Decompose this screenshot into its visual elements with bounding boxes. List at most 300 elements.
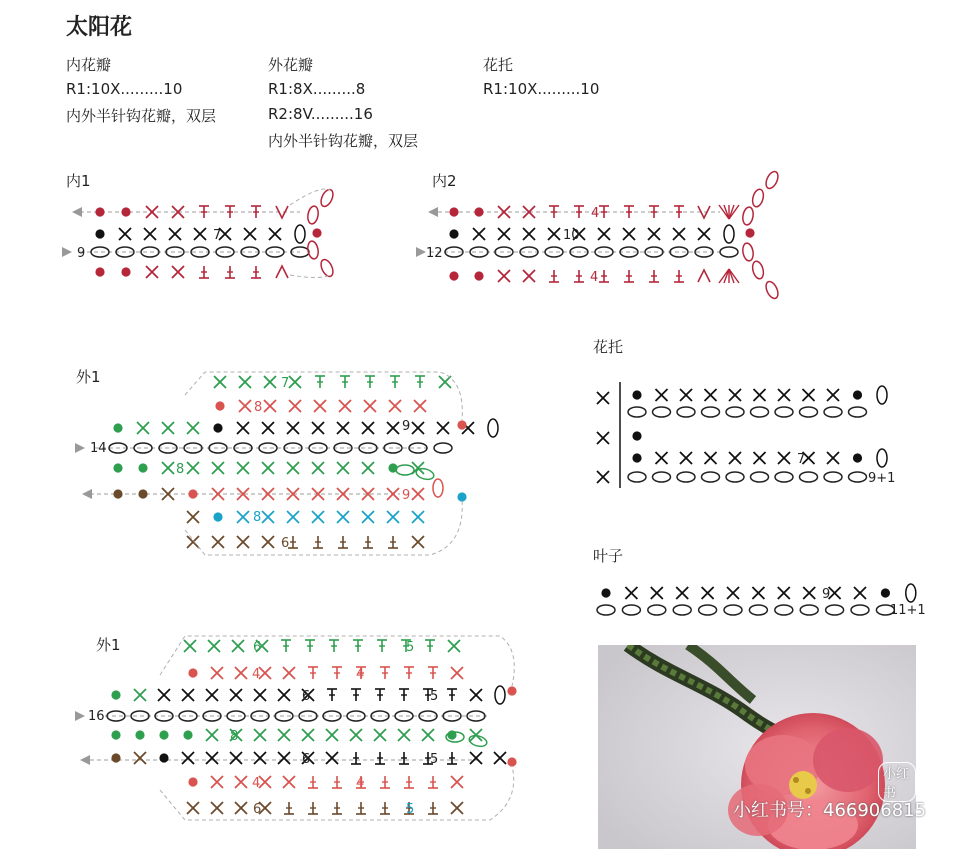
stitch-count-label: 4 [252, 776, 261, 791]
chain-stitch-symbol [702, 407, 720, 417]
single-crochet-symbol [187, 802, 199, 814]
outer-petal-r1: R1:8X.........8 [268, 80, 366, 98]
half-double-crochet-symbol [380, 776, 390, 788]
single-crochet-symbol [727, 587, 739, 599]
single-crochet-symbol [134, 752, 146, 764]
stitch-count-label: 4 [590, 270, 599, 285]
stitch-count-label: 14 [90, 441, 107, 456]
slip-stitch-dot [95, 267, 104, 276]
slip-stitch-dot [183, 730, 192, 739]
single-crochet-symbol [598, 228, 610, 240]
inner-petal-note: 内外半针钩花瓣，双层 [66, 107, 217, 125]
half-double-crochet-symbol [649, 270, 659, 282]
single-crochet-symbol [702, 587, 714, 599]
single-crochet-symbol [283, 667, 295, 679]
half-double-crochet-symbol [353, 640, 363, 652]
inner-petal-heading: 内花瓣 [66, 56, 112, 74]
single-crochet-symbol [673, 228, 685, 240]
slip-stitch-dot [121, 207, 130, 216]
half-double-crochet-symbol [399, 752, 409, 764]
chain-stitch-symbol [877, 449, 887, 467]
chain-loop-symbol [742, 242, 755, 261]
stitch-count-label: 8 [253, 510, 262, 525]
slip-stitch-dot [121, 267, 130, 276]
slip-stitch-dot [213, 423, 222, 432]
chain-stitch-symbol [877, 386, 887, 404]
slip-stitch-dot [111, 690, 120, 699]
direction-arrow-icon [62, 247, 72, 257]
half-double-crochet-symbol [388, 536, 398, 548]
stitch-count-label: 8 [230, 729, 239, 744]
watermark: 小红书号：466906815 [733, 800, 927, 821]
half-double-crochet-symbol [375, 689, 385, 701]
chain-loop-symbol [415, 467, 435, 481]
single-crochet-symbol [283, 776, 295, 788]
half-double-crochet-symbol [377, 640, 387, 652]
chain-stitch-symbol [824, 407, 842, 417]
chain-loop-symbol [307, 205, 320, 224]
chain-stitch-symbol [347, 711, 365, 721]
chain-stitch-symbol [724, 605, 742, 615]
half-double-crochet-symbol [308, 776, 318, 788]
half-double-crochet-symbol [225, 266, 235, 278]
single-crochet-symbol [146, 206, 158, 218]
chain-stitch-symbol [824, 472, 842, 482]
single-crochet-symbol [656, 389, 668, 401]
half-double-crochet-symbol [281, 640, 291, 652]
calyx-heading: 花托 [483, 56, 514, 74]
slip-stitch-dot [449, 229, 458, 238]
slip-stitch-dot [213, 512, 222, 521]
half-double-crochet-symbol [599, 270, 609, 282]
single-crochet-symbol [473, 228, 485, 240]
single-crochet-symbol [262, 422, 274, 434]
slip-stitch-dot [312, 228, 321, 237]
stitch-count-label: 6 [302, 752, 311, 767]
single-crochet-symbol [212, 536, 224, 548]
slip-stitch-dot [457, 492, 466, 501]
single-crochet-symbol [523, 228, 535, 240]
stitch-count-label: 16 [88, 709, 105, 724]
single-crochet-symbol [211, 802, 223, 814]
single-crochet-symbol [337, 422, 349, 434]
chain-stitch-symbol [259, 443, 277, 453]
single-crochet-symbol [264, 400, 276, 412]
half-double-crochet-symbol [447, 689, 457, 701]
half-double-crochet-symbol [308, 667, 318, 679]
stitch-count-label: 12 [426, 246, 443, 261]
single-crochet-symbol [778, 389, 790, 401]
half-double-crochet-symbol [329, 640, 339, 652]
stitch-count-label: 5 [430, 689, 439, 704]
single-crochet-symbol [387, 422, 399, 434]
dashed-guide-line [290, 189, 330, 205]
chain-stitch-symbol [434, 443, 452, 453]
half-double-crochet-symbol [674, 206, 684, 218]
single-crochet-symbol [339, 400, 351, 412]
slip-stitch-dot [95, 207, 104, 216]
slip-stitch-dot [138, 489, 147, 498]
chain-loop-symbol [307, 240, 320, 259]
v-stitch-symbol [276, 266, 288, 278]
single-crochet-symbol [312, 422, 324, 434]
single-crochet-symbol [439, 376, 451, 388]
single-crochet-symbol [119, 228, 131, 240]
single-crochet-symbol [254, 729, 266, 741]
chain-stitch-symbol [775, 605, 793, 615]
chain-loop-symbol [751, 260, 765, 280]
single-crochet-symbol [239, 400, 251, 412]
chain-stitch-symbol [179, 711, 197, 721]
chain-stitch-symbol [749, 605, 767, 615]
single-crochet-symbol [729, 389, 741, 401]
single-crochet-symbol [184, 640, 196, 652]
stitch-count-label: 7 [797, 452, 806, 467]
single-crochet-symbol [187, 536, 199, 548]
single-crochet-symbol [597, 432, 609, 444]
slip-stitch-dot [449, 271, 458, 280]
single-crochet-symbol [451, 802, 463, 814]
half-double-crochet-symbol [199, 266, 209, 278]
single-crochet-symbol [548, 228, 560, 240]
single-crochet-symbol [312, 511, 324, 523]
chain-stitch-symbol [134, 443, 152, 453]
single-crochet-symbol [498, 270, 510, 282]
single-crochet-symbol [287, 462, 299, 474]
single-crochet-symbol [326, 752, 338, 764]
half-double-crochet-symbol [365, 376, 375, 388]
chain-stitch-symbol [826, 605, 844, 615]
slip-stitch-dot [601, 588, 610, 597]
slip-stitch-dot [881, 588, 890, 597]
slip-stitch-dot [111, 730, 120, 739]
slip-stitch-dot [113, 423, 122, 432]
inner2-label: 内2 [432, 172, 457, 190]
single-crochet-symbol [523, 270, 535, 282]
half-double-crochet-symbol [425, 640, 435, 652]
fan-stitch-symbol [719, 269, 739, 283]
single-crochet-symbol [448, 640, 460, 652]
single-crochet-symbol [754, 452, 766, 464]
single-crochet-symbol [230, 689, 242, 701]
single-crochet-symbol [237, 462, 249, 474]
chain-loop-symbol [764, 280, 781, 301]
slip-stitch-dot [113, 489, 122, 498]
stitch-count-label: 8 [176, 462, 185, 477]
single-crochet-symbol [362, 422, 374, 434]
calyx-r1: R1:10X.........10 [483, 80, 600, 98]
half-double-crochet-symbol [674, 270, 684, 282]
single-crochet-symbol [437, 422, 449, 434]
outer-petal-r2: R2:8V.........16 [268, 105, 373, 123]
single-crochet-symbol [208, 640, 220, 652]
single-crochet-symbol [827, 389, 839, 401]
slip-stitch-dot [632, 431, 641, 440]
single-crochet-symbol [414, 400, 426, 412]
half-double-crochet-symbol [404, 667, 414, 679]
chain-stitch-symbol [751, 472, 769, 482]
single-crochet-symbol [278, 729, 290, 741]
chain-stitch-symbol [800, 407, 818, 417]
single-crochet-symbol [705, 389, 717, 401]
single-crochet-symbol [422, 729, 434, 741]
single-crochet-symbol [597, 392, 609, 404]
single-crochet-symbol [364, 400, 376, 412]
half-double-crochet-symbol [390, 376, 400, 388]
chain-stitch-symbol [395, 711, 413, 721]
half-double-crochet-symbol [332, 667, 342, 679]
single-crochet-symbol [680, 452, 692, 464]
single-crochet-symbol [235, 802, 247, 814]
single-crochet-symbol [206, 752, 218, 764]
chain-stitch-symbol [597, 605, 615, 615]
chain-stitch-symbol [677, 407, 695, 417]
slip-stitch-dot [138, 463, 147, 472]
single-crochet-symbol [262, 511, 274, 523]
single-crochet-symbol [778, 587, 790, 599]
half-double-crochet-symbol [404, 776, 414, 788]
single-crochet-symbol [269, 228, 281, 240]
slip-stitch-dot [188, 489, 197, 498]
single-crochet-symbol [187, 422, 199, 434]
chain-stitch-symbol [751, 407, 769, 417]
single-crochet-symbol [206, 729, 218, 741]
half-double-crochet-symbol [624, 206, 634, 218]
single-crochet-symbol [214, 376, 226, 388]
single-crochet-symbol [803, 389, 815, 401]
single-crochet-symbol [278, 752, 290, 764]
half-double-crochet-symbol [338, 536, 348, 548]
single-crochet-symbol [302, 729, 314, 741]
single-crochet-symbol [656, 452, 668, 464]
single-crochet-symbol [350, 729, 362, 741]
stitch-count-label: 9+1 [868, 471, 896, 486]
slip-stitch-dot [159, 730, 168, 739]
half-double-crochet-symbol [574, 270, 584, 282]
direction-arrow-icon [75, 443, 85, 453]
half-double-crochet-symbol [284, 802, 294, 814]
single-crochet-symbol [211, 667, 223, 679]
half-double-crochet-symbol [428, 776, 438, 788]
single-crochet-symbol [494, 752, 506, 764]
stitch-count-label: 11+1 [890, 603, 926, 618]
slip-stitch-dot [745, 228, 754, 237]
half-double-crochet-symbol [332, 776, 342, 788]
direction-arrow-icon [428, 207, 438, 217]
slip-stitch-dot [474, 207, 483, 216]
single-crochet-symbol [451, 667, 463, 679]
single-crochet-symbol [470, 689, 482, 701]
outer-petal-heading: 外花瓣 [268, 56, 314, 74]
stitch-count-label: 4 [252, 667, 261, 682]
stitch-count-label: 9 [822, 587, 831, 602]
single-crochet-symbol [337, 462, 349, 474]
chain-stitch-symbol [726, 407, 744, 417]
single-crochet-symbol [412, 511, 424, 523]
single-crochet-symbol [362, 511, 374, 523]
half-double-crochet-symbol [327, 689, 337, 701]
single-crochet-symbol [237, 511, 249, 523]
half-double-crochet-symbol [574, 206, 584, 218]
slip-stitch-dot [853, 453, 862, 462]
watermark-badge: 小红书 [878, 762, 916, 802]
half-double-crochet-symbol [428, 802, 438, 814]
single-crochet-symbol [754, 389, 766, 401]
stitch-count-label: 6 [253, 640, 262, 655]
chain-stitch-symbol [595, 247, 613, 257]
single-crochet-symbol [314, 400, 326, 412]
single-crochet-symbol [651, 587, 663, 599]
chain-stitch-symbol [702, 472, 720, 482]
chain-stitch-symbol [628, 472, 646, 482]
single-crochet-symbol [412, 536, 424, 548]
single-crochet-symbol [194, 228, 206, 240]
single-crochet-symbol [212, 488, 224, 500]
single-crochet-symbol [239, 376, 251, 388]
half-double-crochet-symbol [288, 536, 298, 548]
half-double-crochet-symbol [428, 667, 438, 679]
single-crochet-symbol [625, 587, 637, 599]
single-crochet-symbol [137, 422, 149, 434]
stitch-count-label: 6 [253, 802, 262, 817]
single-crochet-symbol [827, 452, 839, 464]
chain-stitch-symbol [495, 686, 505, 704]
chain-loop-symbol [742, 206, 755, 225]
half-double-crochet-symbol [308, 802, 318, 814]
chain-stitch-symbol [653, 472, 671, 482]
single-crochet-symbol [182, 752, 194, 764]
single-crochet-symbol [451, 776, 463, 788]
single-crochet-symbol [206, 689, 218, 701]
single-crochet-symbol [212, 462, 224, 474]
slip-stitch-dot [449, 207, 458, 216]
half-double-crochet-symbol [351, 689, 361, 701]
single-crochet-symbol [235, 667, 247, 679]
half-double-crochet-symbol [305, 640, 315, 652]
stitch-count-label: 9 [402, 419, 411, 434]
slip-stitch-dot [632, 453, 641, 462]
single-crochet-symbol [169, 228, 181, 240]
single-crochet-symbol [680, 389, 692, 401]
single-crochet-symbol [172, 266, 184, 278]
half-double-crochet-symbol [251, 206, 261, 218]
half-double-crochet-symbol [447, 752, 457, 764]
chain-stitch-symbol [648, 605, 666, 615]
slip-stitch-dot [457, 420, 466, 429]
stitch-count-label: 5 [406, 802, 415, 817]
single-crochet-symbol [362, 462, 374, 474]
single-crochet-symbol [278, 689, 290, 701]
single-crochet-symbol [235, 776, 247, 788]
stitch-count-label: 9 [402, 488, 411, 503]
single-crochet-symbol [264, 376, 276, 388]
single-crochet-symbol [158, 689, 170, 701]
v-stitch-symbol [698, 270, 710, 282]
single-crochet-symbol [705, 452, 717, 464]
single-crochet-symbol [187, 511, 199, 523]
chain-stitch-symbol [545, 247, 563, 257]
single-crochet-symbol [829, 587, 841, 599]
single-crochet-symbol [854, 587, 866, 599]
stitch-count-label: 7 [281, 376, 290, 391]
page-title: 太阳花 [66, 15, 133, 40]
chain-stitch-symbol [628, 407, 646, 417]
direction-arrow-icon [75, 711, 85, 721]
chain-stitch-symbol [699, 605, 717, 615]
chain-stitch-symbol [800, 472, 818, 482]
half-double-crochet-symbol [399, 689, 409, 701]
half-double-crochet-symbol [380, 802, 390, 814]
chain-loop-symbol [319, 258, 336, 279]
single-crochet-symbol [374, 729, 386, 741]
single-crochet-symbol [162, 462, 174, 474]
chain-stitch-symbol [227, 711, 245, 721]
slip-stitch-dot [135, 730, 144, 739]
single-crochet-symbol [146, 266, 158, 278]
stitch-count-label: 5 [406, 640, 415, 655]
stitch-count-label: 4 [356, 667, 365, 682]
chain-stitch-symbol [849, 472, 867, 482]
stitch-count-label: 4 [356, 776, 365, 791]
slip-stitch-dot [159, 753, 168, 762]
single-crochet-symbol [312, 462, 324, 474]
fan-stitch-symbol [719, 205, 739, 219]
single-crochet-symbol [387, 511, 399, 523]
outer-petal-note: 内外半针钩花瓣，双层 [268, 132, 419, 150]
half-double-crochet-symbol [549, 270, 559, 282]
outer1a-label: 外1 [76, 368, 101, 386]
chain-stitch-symbol [720, 247, 738, 257]
slip-stitch-dot [113, 463, 122, 472]
stitch-count-label: 8 [254, 400, 263, 415]
single-crochet-symbol [803, 587, 815, 599]
single-crochet-symbol [778, 452, 790, 464]
single-crochet-symbol [470, 752, 482, 764]
stitch-count-label: 6 [302, 689, 311, 704]
chain-stitch-symbol [91, 247, 109, 257]
stitch-count-label: 6 [281, 536, 290, 551]
slip-stitch-dot [853, 390, 862, 399]
calyx-label: 花托 [593, 338, 624, 356]
chain-loop-symbol [764, 170, 781, 191]
chain-stitch-symbol [849, 407, 867, 417]
single-crochet-symbol [134, 689, 146, 701]
chain-stitch-symbol [800, 605, 818, 615]
single-crochet-symbol [412, 488, 424, 500]
chain-stitch-symbol [266, 247, 284, 257]
single-crochet-symbol [187, 462, 199, 474]
single-crochet-symbol [259, 776, 271, 788]
chain-stitch-symbol [295, 225, 305, 243]
single-crochet-symbol [623, 228, 635, 240]
single-crochet-symbol [254, 689, 266, 701]
half-double-crochet-symbol [375, 752, 385, 764]
single-crochet-symbol [289, 376, 301, 388]
single-crochet-symbol [259, 667, 271, 679]
half-double-crochet-symbol [415, 376, 425, 388]
chain-stitch-symbol [775, 472, 793, 482]
single-crochet-symbol [162, 422, 174, 434]
slip-stitch-dot [507, 686, 516, 695]
chain-stitch-symbol [309, 443, 327, 453]
half-double-crochet-symbol [315, 376, 325, 388]
half-double-crochet-symbol [225, 206, 235, 218]
stitch-count-label: 7 [213, 228, 222, 243]
half-double-crochet-symbol [340, 376, 350, 388]
stitch-count-label: 10 [563, 228, 580, 243]
half-double-crochet-symbol [363, 536, 373, 548]
single-crochet-symbol [287, 422, 299, 434]
